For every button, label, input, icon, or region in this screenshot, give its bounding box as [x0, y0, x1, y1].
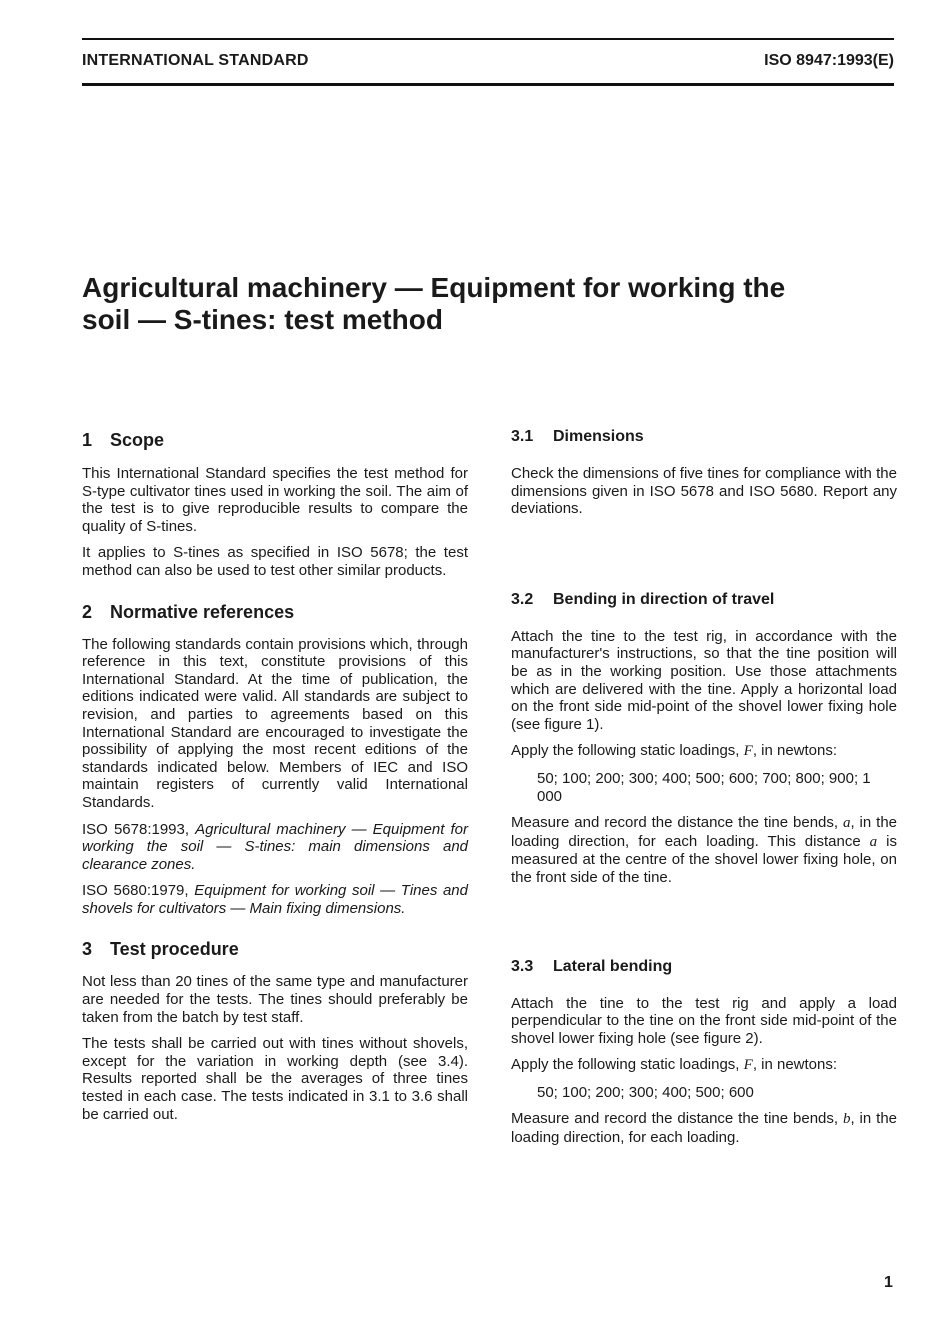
page-number: 1: [884, 1274, 893, 1291]
reference-title: Equipment for working soil — Tines and shovels for cultivators — Main fixing dimensions.: [82, 882, 468, 917]
variable-f: F: [743, 743, 753, 760]
normative-references-paragraph: The following standards contain provisions which, through reference in this text, constitute provisions of this International Standard. At the time of publication, the editions indicated were valid. All standards are subject to revision, and parties to agreements based on this International Standard are encouraged to investigate the possibility of applying the most recent editions of the standards indicated below. Members of IEC and ISO maintain registers of currently valid International Standards.: [82, 635, 468, 811]
lateral-bending-paragraph-2: [511, 1056, 897, 1075]
section-3-heading: [82, 938, 468, 960]
lateral-bending-paragraph-3: [511, 1110, 897, 1146]
title-line-1: Agricultural machinery — Equipment for working the: [82, 272, 786, 303]
document-title: [82, 272, 882, 336]
header-rule-top: [82, 38, 894, 40]
standard-number: ISO 8947:1993(E): [764, 52, 894, 69]
text-run: Measure and record the distance the tine bends,: [511, 1110, 843, 1128]
section-3-3-heading: [511, 957, 897, 977]
document-type-label: INTERNATIONAL STANDARD: [82, 52, 309, 69]
title-line-2: soil — S-tines: test method: [82, 304, 443, 335]
variable-a: a: [869, 833, 878, 850]
bending-travel-paragraph-1: Attach the tine to the test rig, in accordance with the manufacturer's instructions, so that the tine position will be as in the working position. Use those attachments which are delivered with the tine. Apply a horizontal load on the front side mid-point of the shovel lower fixing hole (see figure 1).: [511, 627, 897, 733]
test-procedure-paragraph-1: Not less than 20 tines of the same type and manufacturer are needed for the tests. The tines should preferably be taken from the batch by test staff.: [82, 973, 468, 1026]
subsection-number: 3.1: [511, 428, 534, 445]
text-run: , in the loading direction, for each loading. This distance: [511, 814, 897, 850]
right-column: [511, 420, 897, 1147]
section-title: Test procedure: [110, 939, 239, 960]
subsection-title: Bending in direction of travel: [553, 590, 775, 608]
text-run: Measure and record the distance the tine bends,: [511, 814, 843, 832]
text-run: Apply the following static loadings,: [511, 1056, 744, 1074]
subsection-title: Dimensions: [553, 428, 644, 445]
reference-code: ISO 5678:1993,: [82, 820, 190, 838]
header-rule-bottom: [82, 83, 894, 86]
section-1-heading: [82, 429, 468, 451]
text-run: , in newtons:: [752, 742, 838, 760]
subsection-number: 3.2: [511, 590, 534, 608]
dimensions-paragraph: Check the dimensions of five tines for compliance with the dimensions given in ISO 5678 and ISO 5680. Report any deviations.: [511, 465, 897, 518]
section-2-heading: [82, 601, 468, 623]
scope-paragraph-1: This International Standard specifies the test method for S-type cultivator tines used in working the soil. The aim of the test is to give reproducible results to compare the quality of S-tines.: [82, 465, 468, 535]
section-title: Normative references: [110, 601, 295, 622]
scope-paragraph-2: It applies to S-tines as specified in ISO 5678; the test method can also be used to test other similar products.: [82, 544, 468, 579]
reference-iso-5680: [82, 882, 468, 917]
subsection-title: Lateral bending: [553, 957, 673, 975]
lateral-bending-paragraph-1: Attach the tine to the test rig and apply a load perpendicular to the tine on the front side mid-point of the shovel lower fixing hole (see figure 2).: [511, 994, 897, 1047]
variable-b: b: [842, 1111, 851, 1128]
section-title: Scope: [110, 430, 165, 450]
section-3-1-heading: [511, 427, 897, 447]
bending-travel-paragraph-3: [511, 814, 897, 886]
bending-travel-paragraph-2: [511, 742, 897, 761]
variable-f: F: [743, 1057, 753, 1074]
section-number: 1: [82, 430, 93, 450]
variable-a: a: [842, 815, 851, 832]
section-number: 2: [82, 601, 93, 622]
section-number: 3: [82, 939, 93, 960]
text-run: Apply the following static loadings,: [511, 742, 744, 760]
text-run: , in newtons:: [752, 1056, 838, 1074]
reference-title: Agricultural machinery — Equipment for working the soil — S-tines: main dimensions and clearance zones.: [82, 820, 468, 873]
section-3-2-heading: [511, 590, 897, 610]
test-procedure-paragraph-2: The tests shall be carried out with tines without shovels, except for the variation in working depth (see 3.4). Results reported shall be the averages of three tines tested in each case. The tests indicated in 3.1 to 3.6 shall be carried out.: [82, 1035, 468, 1123]
reference-iso-5678: [82, 821, 468, 874]
bending-travel-loadings: 50; 100; 200; 300; 400; 500; 600; 700; 800; 900; 1 000: [537, 769, 871, 805]
subsection-number: 3.3: [511, 957, 534, 975]
left-column: [82, 420, 468, 1123]
text-run: is measured at the centre of the shovel lower fixing hole, on the front side of the tine.: [511, 832, 897, 886]
reference-code: ISO 5680:1979,: [82, 882, 189, 900]
lateral-bending-loadings: 50; 100; 200; 300; 400; 500; 600: [537, 1083, 754, 1101]
text-run: , in the loading direction, for each loading.: [511, 1110, 897, 1147]
